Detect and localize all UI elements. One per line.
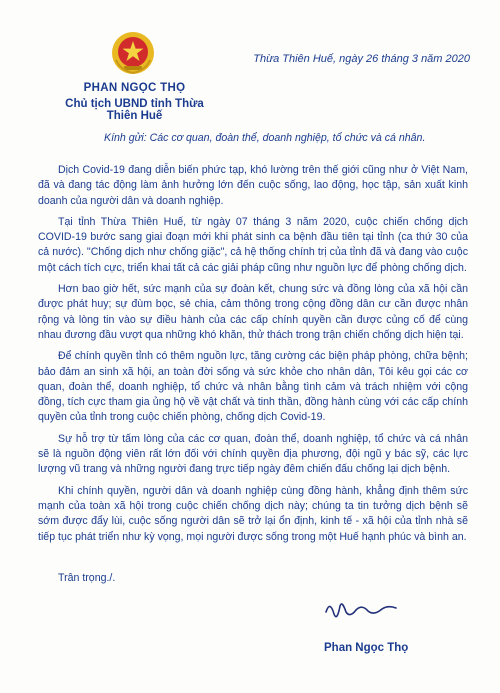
paragraph: Hơn bao giờ hết, sức mạnh của sự đoàn kết, chung sức và đồng lòng của xã hội cần được phát huy; sự đùm bọc, sẻ chia, cảm thông trong cộng đồng dân cư cần được nhân rộng và lòng tin vào sự điều hành của các cấp chính quyền cần được củng cố để cùng nhau đương đầu vượt qua những khó khăn, thử thách trong trận chiến chống dịch hiện tại. xyxy=(38,283,468,341)
salutation: Kính gửi: Các cơ quan, đoàn thể, doanh nghiệp, tổ chức và cá nhân. xyxy=(104,132,426,144)
handwritten-signature xyxy=(322,594,402,624)
signer-name: Phan Ngọc Thọ xyxy=(324,642,409,654)
paragraph: Để chính quyền tỉnh có thêm nguồn lực, tăng cường các biện pháp phòng, chữa bệnh; bảo đảm an sinh xã hội, an toàn đời sống và sức khỏe cho nhân dân, Tôi kêu gọi các cơ quan, đoàn thể, doanh nghiệp, tổ chức và nhân bằng tình cảm và trách nhiệm với cộng đồng, tích cực tham gia ủng hộ về vật chất và tinh thần, đồng hành cùng với các cấp chính quyền của tỉnh trong cuộc chiến phòng, chống dịch Covid-19. xyxy=(38,350,468,424)
paragraph: Dịch Covid-19 đang diễn biến phức tạp, khó lường trên thế giới cũng như ở Việt Nam, đã và đang tác động làm ảnh hưởng lớn đến cuộc sống, lao động, học tập, sản xuất kinh doanh của người dân và doanh nghiệp. xyxy=(38,164,468,207)
sender-name: PHAN NGỌC THỌ xyxy=(83,82,186,94)
sender-block xyxy=(52,82,217,122)
paragraph: Sự hỗ trợ từ tấm lòng của các cơ quan, đoàn thể, doanh nghiệp, tổ chức và cá nhân sẽ là nguồn động viên rất lớn đối với chính quyền địa phương, đội ngũ y bác sỹ, các lực lượng vũ trang và những người đang trực tiếp ngày đêm chiến đấu chống lại dịch bệnh. xyxy=(38,432,468,476)
letter-body xyxy=(38,163,468,551)
national-emblem-icon xyxy=(110,30,156,76)
date-line: Thừa Thiên Huế, ngày 26 tháng 3 năm 2020 xyxy=(253,53,470,65)
closing: Trân trọng./. xyxy=(58,572,116,584)
sender-title: Chủ tịch UBND tỉnh Thừa Thiên Huế xyxy=(65,98,204,122)
paragraph: Tại tỉnh Thừa Thiên Huế, từ ngày 07 tháng 3 năm 2020, cuộc chiến chống dịch COVID-19 bước sang giai đoạn mới khi phát sinh ca bệnh đầu tiên tại tỉnh (ca thứ 30 của cả nước). "Chống dịch như chống giặc", cả hệ thống chính trị của tỉnh đã và đang vào cuộc một cách tích cực, triển khai tất cả các giải pháp cũng như nguồn lực để phòng chống dịch. xyxy=(38,215,468,274)
paragraph: Khi chính quyền, người dân và doanh nghiệp cùng đồng hành, khẳng định thêm sức mạnh của toàn xã hội trong cuộc chiến chống dịch này; chúng ta tin tưởng dịch bệnh sẽ sớm được đẩy lùi, cuộc sống người dân sẽ trở lại ổn định, kinh tế - xã hội của tỉnh nhà sẽ tiếp tục phát triển như kỳ vọng, mọi người được sống trong một Huế hạnh phúc và bình an. xyxy=(38,484,468,543)
